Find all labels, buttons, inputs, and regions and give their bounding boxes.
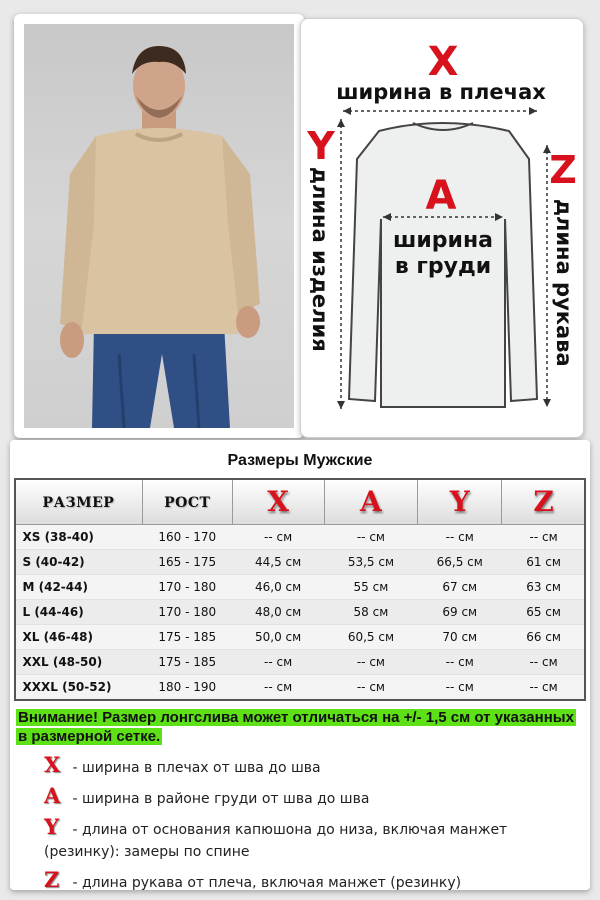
cell-x: 44,5 см	[232, 550, 324, 575]
cell-size: XXXL (50-52)	[15, 675, 143, 700]
table-row	[15, 650, 586, 675]
cell-x: 46,0 см	[232, 575, 324, 600]
legend-item-y	[44, 816, 584, 863]
legend-text-z: - длина рукава от плеча, включая манжет (резинку)	[68, 875, 462, 891]
header-size: РАЗМЕР	[42, 495, 115, 511]
a-letter: A	[425, 173, 457, 219]
table-row	[15, 575, 586, 600]
cell-x: -- см	[232, 525, 324, 550]
legend	[44, 754, 584, 900]
header-x: X	[267, 485, 289, 518]
cell-a: 60,5 см	[324, 625, 418, 650]
legend-letter-z: Z	[44, 867, 60, 892]
table-row	[15, 525, 586, 550]
cell-a: -- см	[324, 675, 418, 700]
legend-text-x: - ширина в плечах от шва до шва	[68, 760, 321, 776]
z-label: длина рукава	[552, 199, 576, 367]
legend-text-y: - длина от основания капюшона до низа, включая манжет (резинку): замеры по спине	[44, 822, 508, 860]
legend-letter-x: X	[44, 752, 61, 777]
cell-height: 175 - 185	[142, 625, 232, 650]
cell-y: 69 см	[418, 600, 502, 625]
cell-y: 66,5 см	[418, 550, 502, 575]
cell-size: M (42-44)	[15, 575, 143, 600]
warning-text: Внимание! Размер лонгслива может отличаться на +/- 1,5 см от указанных в размерной сетке.	[18, 709, 574, 745]
cell-a: 58 см	[324, 600, 418, 625]
cell-a: -- см	[324, 525, 418, 550]
legend-item-z	[44, 869, 584, 894]
legend-item-x	[44, 754, 584, 779]
cell-height: 180 - 190	[142, 675, 232, 700]
legend-letter-a: A	[44, 783, 61, 808]
cell-size: XL (46-48)	[15, 625, 143, 650]
cell-a: -- см	[324, 650, 418, 675]
model-photo	[24, 24, 294, 428]
cell-height: 175 - 185	[142, 650, 232, 675]
x-label: ширина в плечах	[336, 80, 546, 104]
cell-x: 50,0 см	[232, 625, 324, 650]
cell-z: -- см	[502, 675, 586, 700]
cell-z: 61 см	[502, 550, 586, 575]
header-a: A	[360, 485, 382, 518]
cell-height: 165 - 175	[142, 550, 232, 575]
model-illustration	[24, 24, 294, 428]
legend-letter-y: Y	[44, 814, 59, 839]
y-letter: Y	[307, 124, 335, 168]
a-label-1: ширина	[393, 228, 493, 253]
cell-y: -- см	[418, 675, 502, 700]
cell-height: 170 - 180	[142, 575, 232, 600]
legend-text-a: - ширина в районе груди от шва до шва	[68, 791, 370, 807]
y-label: длина изделия	[308, 167, 332, 352]
cell-size: S (40-42)	[15, 550, 143, 575]
cell-size: L (44-46)	[15, 600, 143, 625]
cell-y: -- см	[418, 525, 502, 550]
cell-size: XS (38-40)	[15, 525, 143, 550]
header-y: Y	[449, 485, 470, 518]
x-letter: X	[427, 39, 459, 85]
legend-item-a	[44, 785, 584, 810]
header-z: Z	[533, 485, 554, 518]
cell-x: -- см	[232, 675, 324, 700]
cell-y: -- см	[418, 650, 502, 675]
cell-z: 63 см	[502, 575, 586, 600]
cell-y: 67 см	[418, 575, 502, 600]
warning-note	[16, 708, 586, 746]
cell-height: 160 - 170	[142, 525, 232, 550]
cell-x: 48,0 см	[232, 600, 324, 625]
table-header-row	[15, 479, 586, 525]
table-row	[15, 625, 586, 650]
table-row	[15, 550, 586, 575]
cell-a: 55 см	[324, 575, 418, 600]
cell-z: 66 см	[502, 625, 586, 650]
z-letter: Z	[549, 148, 577, 192]
table-row	[15, 675, 586, 700]
a-label-2: в груди	[394, 254, 492, 279]
header-height: РОСТ	[164, 495, 211, 511]
product-photo-card	[14, 14, 304, 438]
cell-height: 170 - 180	[142, 600, 232, 625]
measurement-scheme	[300, 18, 584, 438]
cell-z: -- см	[502, 525, 586, 550]
measurement-diagram	[301, 19, 585, 439]
cell-size: XXL (48-50)	[15, 650, 143, 675]
cell-y: 70 см	[418, 625, 502, 650]
cell-x: -- см	[232, 650, 324, 675]
cell-z: -- см	[502, 650, 586, 675]
table-title: Размеры Мужские	[227, 452, 373, 469]
cell-z: 65 см	[502, 600, 586, 625]
table-row	[15, 600, 586, 625]
size-table	[14, 478, 586, 700]
cell-a: 53,5 см	[324, 550, 418, 575]
size-chart-section	[10, 440, 590, 890]
